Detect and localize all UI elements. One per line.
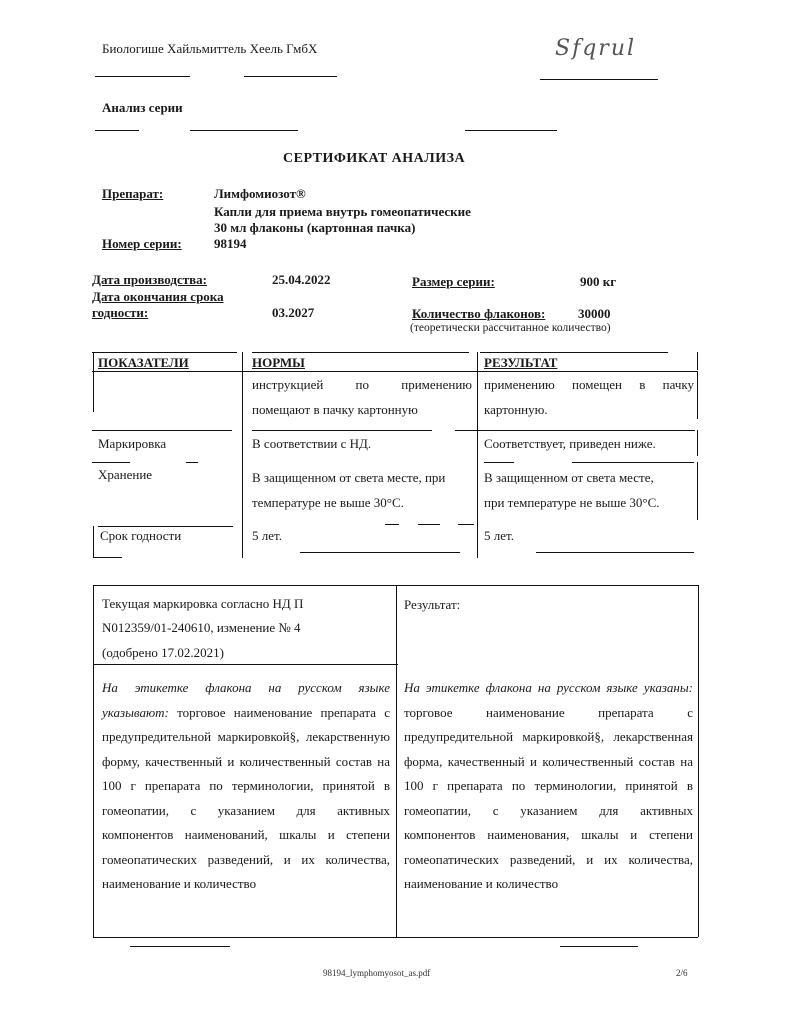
vials-value: 30000 (578, 306, 611, 321)
batch-label: Номер серии: (102, 236, 182, 251)
product-form-line2: 30 мл флаконы (картонная пачка) (214, 220, 416, 235)
row3-result-line1: В защищенном от света месте, (484, 470, 654, 485)
company-name: Биологише Хайльмиттель Хеель ГмбХ (102, 41, 318, 56)
expiry-label-line2: годности: (92, 305, 149, 320)
marking-right-header: Результат: (404, 597, 461, 612)
product-label: Препарат: (102, 186, 164, 201)
footer-page-number: 2/6 (676, 968, 688, 978)
header-result: РЕЗУЛЬТАТ (484, 355, 558, 370)
vials-note: (теоретически рассчитанное количество) (410, 322, 611, 334)
row2-param: Маркировка (98, 436, 167, 451)
row1-norm-line1: инструкцией по применению (252, 377, 472, 392)
row4-result: 5 лет. (484, 528, 514, 543)
row4-param: Срок годности (100, 528, 182, 543)
row1-result-line1: применению помещен в пачку (484, 377, 694, 392)
expiry-label-line1: Дата окончания срока (92, 289, 224, 304)
row3-result-line2: при температуре не выше 30°С. (484, 495, 660, 510)
product-form-line1: Капли для приема внутрь гомеопатические (214, 204, 471, 219)
row1-norm-line2: помещают в пачку картонную (252, 402, 418, 417)
expiry-value: 03.2027 (272, 305, 315, 320)
row3-param: Хранение (98, 467, 153, 482)
footer-file-name: 98194_lymphomyosot_as.pdf (323, 968, 431, 978)
product-name: Лимфомиозот® (214, 186, 306, 201)
production-date-value: 25.04.2022 (272, 272, 331, 287)
row4-norm: 5 лет. (252, 528, 282, 543)
header-norms: НОРМЫ (252, 355, 305, 370)
header-parameters: ПОКАЗАТЕЛИ (98, 355, 189, 370)
marking-left-header-line2: N012359/01-240610, изменение № 4 (102, 620, 301, 635)
certificate-title: СЕРТИФИКАТ АНАЛИЗА (283, 151, 466, 166)
marking-left-italic: На этикетке флакона на русском языке указывают: (102, 680, 390, 720)
row1-result-line2: картонную. (484, 402, 548, 417)
marking-left-header-line1: Текущая маркировка согласно НД П (102, 596, 304, 611)
batch-value: 98194 (214, 236, 247, 251)
marking-left-text (102, 676, 390, 897)
marking-left-header-line3: (одобрено 17.02.2021) (102, 645, 224, 660)
marking-right-body: торговое наименование препарата с предупредительной маркировкой§, лекарственная форма, качественный и количественный состав на 100 г препарата по терминологии, принятой в гомеопатии, с указанием для активных компонентов наименования, шкалы и степени гомеопатических разведений, и их количества, наименование и количество (404, 704, 693, 891)
section-title: Анализ серии (102, 100, 183, 115)
row2-norm: В соответствии с НД. (252, 436, 372, 451)
marking-right-text (404, 676, 693, 897)
signature: Sfqrul (555, 36, 637, 61)
marking-left-body: торговое наименование препарата с предупредительной маркировкой§, лекарственную форму, качественный и количественный состав на 100 г препарата по терминологии, принятой в гомеопатии, с указанием для активных компонентов наименований, шкалы и степени гомеопатических разведений, и их количества, наименование и количество (102, 704, 391, 891)
production-date-label: Дата производства: (92, 272, 207, 287)
batch-size-value: 900 кг (580, 274, 617, 289)
row3-norm-line1: В защищенном от света месте, при (252, 470, 446, 485)
vials-label: Количество флаконов: (412, 306, 546, 321)
row2-result: Соответствует, приведен ниже. (484, 436, 656, 451)
batch-size-label: Размер серии: (412, 274, 495, 289)
marking-right-italic: На этикетке флакона на русском языке указаны: (404, 680, 693, 695)
row3-norm-line2: температуре не выше 30°С. (252, 495, 404, 510)
